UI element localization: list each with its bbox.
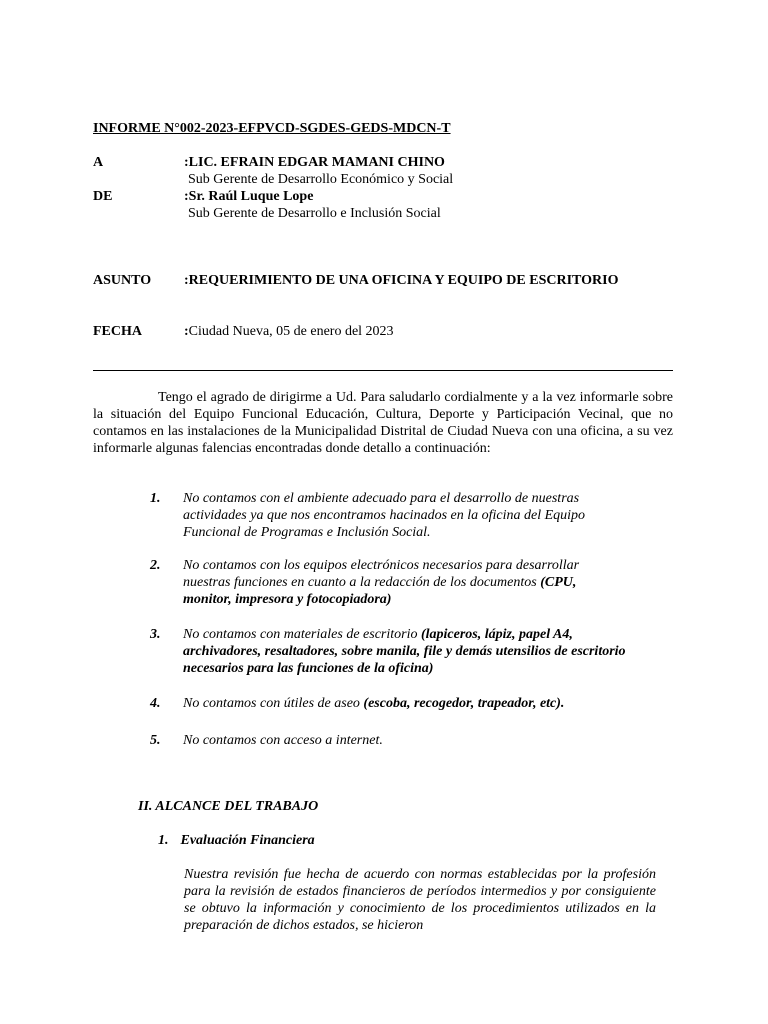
date-text: Ciudad Nueva, 05 de enero del 2023: [188, 324, 394, 339]
list-item-text-bold: (CPU, monitor, impresora y fotocopiadora): [183, 575, 577, 607]
list-item-text: [183, 695, 628, 712]
list-item-text: [183, 626, 628, 677]
intro-paragraph: [93, 389, 673, 457]
list-item-text: [183, 732, 628, 749]
list-item-number: 3.: [150, 627, 161, 642]
to-label: A: [93, 155, 104, 170]
list-item-number: 4.: [150, 696, 161, 711]
date-value: :Ciudad Nueva, 05 de enero del 2023: [184, 324, 394, 339]
list-item-text-bold: (lapiceros, lápiz, papel A4, archivadores, resaltadores, sobre manila, file y demás utensilios de escritorio necesarios para las funciones de la oficina): [183, 627, 626, 676]
subsection-paragraph: Nuestra revisión fue hecha de acuerdo con normas establecidas por la profesión para la revisión de estados financieros de períodos intermedios y por consiguiente se obtuvo la información y conocimiento de los procedimientos utilizados en la preparación de dichos estados, se hicieron: [184, 867, 656, 933]
list-item-number: 2.: [150, 558, 161, 573]
to-position: Sub Gerente de Desarrollo Económico y Social: [188, 172, 454, 187]
subsection-heading: [158, 833, 315, 849]
subsection-number: 1.: [158, 833, 169, 848]
from-value: :Sr. Raúl Luque Lope: [184, 189, 314, 204]
list-item-text: [183, 490, 628, 541]
date-label: FECHA: [93, 324, 142, 339]
subject-label: ASUNTO: [93, 273, 152, 288]
subject-value: :REQUERIMIENTO DE UNA OFICINA Y EQUIPO DE ESCRITORIO: [184, 273, 619, 288]
from-position: Sub Gerente de Desarrollo e Inclusión Social: [188, 206, 441, 221]
from-label: DE: [93, 189, 113, 204]
section-heading: II. ALCANCE DEL TRABAJO: [138, 799, 319, 814]
list-item-text-plain: No contamos con acceso a internet.: [183, 733, 383, 748]
intro-text: Tengo el agrado de dirigirme a Ud. Para saludarlo cordialmente y a la vez informarle sobre la situación del Equipo Funcional Educación, Cultura, Deporte y Participación Vecinal, que no contamos en las instalaciones de la Municipalidad Distrital de Ciudad Nueva con una oficina, a su vez informarle algunas falencias encontradas donde detallo a continuación:: [93, 390, 673, 456]
list-item-text-plain: No contamos con el ambiente adecuado para el desarrollo de nuestras actividades ya que nos encontramos hacinados en la oficina del Equipo Funcional de Programas e Inclusión Social.: [183, 491, 586, 540]
to-value: :LIC. EFRAIN EDGAR MAMANI CHINO: [184, 155, 445, 170]
separator-line: [93, 370, 673, 371]
subsection-title: Evaluación Financiera: [180, 833, 315, 848]
list-item-text-plain: No contamos con útiles de aseo: [183, 696, 364, 711]
list-item-text-plain: No contamos con los equipos electrónicos necesarios para desarrollar nuestras funciones en cuanto a la redacción de los documentos: [183, 558, 580, 590]
list-item-number: 1.: [150, 491, 161, 506]
report-title: INFORME N°002-2023-EFPVCD-SGDES-GEDS-MDCN-T: [93, 121, 451, 136]
list-item-number: 5.: [150, 733, 161, 748]
list-item-text-bold: (escoba, recogedor, trapeador, etc).: [363, 696, 565, 711]
list-item-text-plain: No contamos con materiales de escritorio: [183, 627, 421, 642]
list-item-text: [183, 557, 628, 608]
